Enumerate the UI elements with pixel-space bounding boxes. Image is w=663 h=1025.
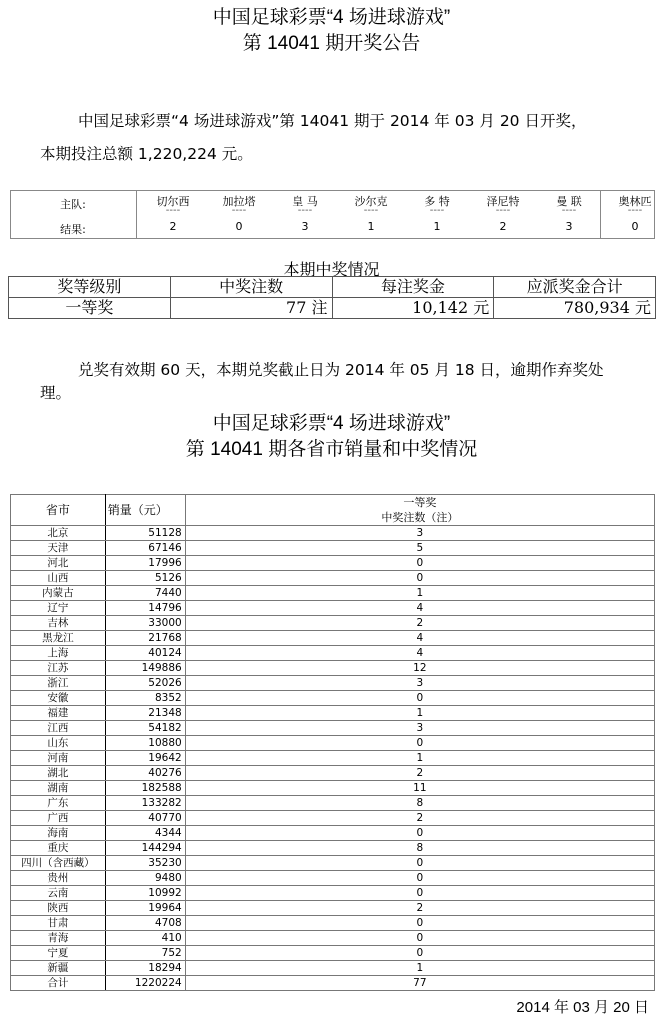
match-result: 0 bbox=[631, 220, 639, 233]
prize-per-bet: 10,142 元 bbox=[332, 298, 494, 319]
match-column bbox=[404, 191, 470, 238]
table-row bbox=[11, 676, 655, 691]
prize-row bbox=[9, 298, 656, 319]
page-title: 中国足球彩票“4 场进球游戏” bbox=[212, 7, 451, 28]
province-name: 新疆 bbox=[11, 961, 106, 976]
table-row bbox=[11, 646, 655, 661]
province-sales: 10992 bbox=[105, 886, 185, 901]
province-sales: 17996 bbox=[105, 556, 185, 571]
province-header-row bbox=[11, 495, 655, 526]
province-name: 广西 bbox=[11, 811, 106, 826]
table-row bbox=[11, 736, 655, 751]
header-per-bet: 每注奖金 bbox=[332, 277, 494, 298]
province-sales: 33000 bbox=[105, 616, 185, 631]
table-row bbox=[11, 901, 655, 916]
province-sales: 9480 bbox=[105, 871, 185, 886]
team-name: 泽尼特 bbox=[486, 195, 520, 208]
match-result: 3 bbox=[565, 220, 573, 233]
header-count: 中奖注数 bbox=[170, 277, 332, 298]
province-wins: 8 bbox=[185, 796, 654, 811]
province-name: 重庆 bbox=[11, 841, 106, 856]
province-sales: 52026 bbox=[105, 676, 185, 691]
header-prize-line-1: 一等奖 bbox=[403, 496, 437, 509]
match-result: 2 bbox=[169, 220, 177, 233]
page-subtitle: 第 14041 期开奖公告 bbox=[242, 33, 421, 54]
province-wins: 77 bbox=[185, 976, 654, 991]
table-row bbox=[11, 721, 655, 736]
province-name: 湖南 bbox=[11, 781, 106, 796]
table-row bbox=[11, 766, 655, 781]
province-sales: 19642 bbox=[105, 751, 185, 766]
match-result: 3 bbox=[301, 220, 309, 233]
header-province: 省市 bbox=[11, 495, 106, 526]
notice-line-2: 理。 bbox=[40, 384, 72, 402]
province-sales: 149886 bbox=[105, 661, 185, 676]
table-row bbox=[11, 811, 655, 826]
province-wins: 0 bbox=[185, 871, 654, 886]
team-name: 皇 马 bbox=[292, 195, 318, 208]
prize-level: 一等奖 bbox=[9, 298, 171, 319]
table-row bbox=[11, 916, 655, 931]
province-name: 江苏 bbox=[11, 661, 106, 676]
province-sales: 133282 bbox=[105, 796, 185, 811]
province-wins: 0 bbox=[185, 916, 654, 931]
province-sales: 21348 bbox=[105, 706, 185, 721]
province-wins: 3 bbox=[185, 676, 654, 691]
province-wins: 11 bbox=[185, 781, 654, 796]
table-row bbox=[11, 886, 655, 901]
province-sales: 4344 bbox=[105, 826, 185, 841]
province-name: 福建 bbox=[11, 706, 106, 721]
province-wins: 2 bbox=[185, 901, 654, 916]
province-wins: 2 bbox=[185, 766, 654, 781]
province-wins: 4 bbox=[185, 646, 654, 661]
intro-line-2: 本期投注总额 1,220,224 元。 bbox=[40, 145, 253, 163]
province-name: 陕西 bbox=[11, 901, 106, 916]
province-name: 河北 bbox=[11, 556, 106, 571]
header-first-prize bbox=[185, 495, 654, 526]
table-row bbox=[11, 616, 655, 631]
table-row bbox=[11, 976, 655, 991]
prize-table bbox=[8, 276, 656, 319]
province-wins: 0 bbox=[185, 691, 654, 706]
province-wins: 8 bbox=[185, 841, 654, 856]
team-name: 多 特 bbox=[424, 195, 450, 208]
header-total: 应派奖金合计 bbox=[494, 277, 656, 298]
dash-separator: ---- bbox=[561, 205, 577, 216]
notice-line-1: 兑奖有效期 60 天，本期兑奖截止日为 2014 年 05 月 18 日，逾期作弃奖处 bbox=[78, 361, 604, 379]
header-level: 奖等级别 bbox=[9, 277, 171, 298]
province-name: 宁夏 bbox=[11, 946, 106, 961]
province-wins: 4 bbox=[185, 631, 654, 646]
table-row bbox=[11, 661, 655, 676]
province-name: 海南 bbox=[11, 826, 106, 841]
team-name: 曼 联 bbox=[556, 195, 582, 208]
table-row bbox=[11, 691, 655, 706]
province-wins: 0 bbox=[185, 571, 654, 586]
result-label: 结果: bbox=[60, 223, 86, 236]
province-sales: 7440 bbox=[105, 586, 185, 601]
province-wins: 2 bbox=[185, 811, 654, 826]
match-column bbox=[338, 191, 404, 238]
table-row bbox=[11, 856, 655, 871]
province-name: 云南 bbox=[11, 886, 106, 901]
province-sales: 35230 bbox=[105, 856, 185, 871]
province-wins: 0 bbox=[185, 886, 654, 901]
team-name: 加拉塔 bbox=[222, 195, 256, 208]
table-row bbox=[11, 871, 655, 886]
table-row bbox=[11, 526, 655, 541]
province-name: 天津 bbox=[11, 541, 106, 556]
province-wins: 3 bbox=[185, 721, 654, 736]
province-wins: 0 bbox=[185, 856, 654, 871]
prize-count: 77 注 bbox=[170, 298, 332, 319]
table-row bbox=[11, 841, 655, 856]
province-name: 内蒙古 bbox=[11, 586, 106, 601]
dash-separator: ---- bbox=[297, 205, 313, 216]
table-row bbox=[11, 706, 655, 721]
dash-separator: ---- bbox=[231, 205, 247, 216]
province-wins: 5 bbox=[185, 541, 654, 556]
table-row bbox=[11, 961, 655, 976]
province-wins: 1 bbox=[185, 706, 654, 721]
province-sales: 182588 bbox=[105, 781, 185, 796]
province-wins: 0 bbox=[185, 736, 654, 751]
match-column bbox=[536, 191, 602, 238]
table-row bbox=[11, 946, 655, 961]
match-result: 1 bbox=[433, 220, 441, 233]
match-result: 0 bbox=[235, 220, 243, 233]
prize-total: 780,934 元 bbox=[494, 298, 656, 319]
header-prize-line-2: 中奖注数（注） bbox=[381, 511, 459, 524]
province-wins: 3 bbox=[185, 526, 654, 541]
table-row bbox=[11, 541, 655, 556]
table-row bbox=[11, 751, 655, 766]
prize-header-row bbox=[9, 277, 656, 298]
table-row bbox=[11, 931, 655, 946]
province-sales: 5126 bbox=[105, 571, 185, 586]
province-wins: 12 bbox=[185, 661, 654, 676]
province-sales: 40124 bbox=[105, 646, 185, 661]
match-column bbox=[470, 191, 536, 238]
province-name: 黑龙江 bbox=[11, 631, 106, 646]
province-sales: 40276 bbox=[105, 766, 185, 781]
dash-separator: ---- bbox=[165, 205, 181, 216]
province-wins: 1 bbox=[185, 586, 654, 601]
province-wins: 1 bbox=[185, 751, 654, 766]
province-wins: 4 bbox=[185, 601, 654, 616]
table-row bbox=[11, 796, 655, 811]
dash-separator: ---- bbox=[495, 205, 511, 216]
province-name: 吉林 bbox=[11, 616, 106, 631]
team-name: 切尔西 bbox=[156, 195, 190, 208]
province-sales: 18294 bbox=[105, 961, 185, 976]
province-name: 北京 bbox=[11, 526, 106, 541]
province-sales: 21768 bbox=[105, 631, 185, 646]
province-sales: 51128 bbox=[105, 526, 185, 541]
table-row bbox=[11, 631, 655, 646]
dash-separator: ---- bbox=[363, 205, 379, 216]
dash-separator: ---- bbox=[429, 205, 445, 216]
table-row bbox=[11, 586, 655, 601]
match-column bbox=[602, 191, 663, 238]
province-sales: 4708 bbox=[105, 916, 185, 931]
province-name: 河南 bbox=[11, 751, 106, 766]
province-name: 辽宁 bbox=[11, 601, 106, 616]
province-name: 上海 bbox=[11, 646, 106, 661]
province-name: 湖北 bbox=[11, 766, 106, 781]
team-label: 主队: bbox=[60, 198, 86, 211]
province-wins: 0 bbox=[185, 946, 654, 961]
match-column bbox=[140, 191, 206, 238]
province-sales: 410 bbox=[105, 931, 185, 946]
province-table bbox=[10, 494, 655, 991]
table-row bbox=[11, 781, 655, 796]
intro-line-1: 中国足球彩票“4 场进球游戏”第 14041 期于 2014 年 03 月 20 日开奖， bbox=[78, 112, 587, 130]
table-row bbox=[11, 601, 655, 616]
dash-separator: ---- bbox=[627, 205, 643, 216]
team-name: 奥林匹 bbox=[618, 195, 652, 208]
province-sales: 1220224 bbox=[105, 976, 185, 991]
match-column bbox=[272, 191, 338, 238]
province-sales: 40770 bbox=[105, 811, 185, 826]
province-wins: 1 bbox=[185, 961, 654, 976]
province-sales: 752 bbox=[105, 946, 185, 961]
province-sales: 67146 bbox=[105, 541, 185, 556]
province-name: 江西 bbox=[11, 721, 106, 736]
match-column bbox=[206, 191, 272, 238]
province-wins: 0 bbox=[185, 556, 654, 571]
province-name: 贵州 bbox=[11, 871, 106, 886]
table-row bbox=[11, 571, 655, 586]
province-sales: 10880 bbox=[105, 736, 185, 751]
province-name: 四川（含西藏） bbox=[11, 856, 106, 871]
province-sales: 14796 bbox=[105, 601, 185, 616]
province-name: 合计 bbox=[11, 976, 106, 991]
province-name: 山东 bbox=[11, 736, 106, 751]
province-name: 青海 bbox=[11, 931, 106, 946]
province-name: 浙江 bbox=[11, 676, 106, 691]
section2-subtitle: 第 14041 期各省市销量和中奖情况 bbox=[185, 439, 478, 460]
province-wins: 0 bbox=[185, 826, 654, 841]
prize-caption: 本期中奖情况 bbox=[283, 260, 380, 279]
province-name: 广东 bbox=[11, 796, 106, 811]
province-sales: 144294 bbox=[105, 841, 185, 856]
province-name: 山西 bbox=[11, 571, 106, 586]
match-results-table bbox=[10, 190, 655, 239]
province-sales: 19964 bbox=[105, 901, 185, 916]
match-result: 1 bbox=[367, 220, 375, 233]
province-name: 甘肃 bbox=[11, 916, 106, 931]
province-wins: 0 bbox=[185, 931, 654, 946]
province-sales: 54182 bbox=[105, 721, 185, 736]
province-sales: 8352 bbox=[105, 691, 185, 706]
province-wins: 2 bbox=[185, 616, 654, 631]
header-sales: 销量（元） bbox=[105, 495, 185, 526]
match-result: 2 bbox=[499, 220, 507, 233]
team-name: 沙尔克 bbox=[354, 195, 388, 208]
table-row bbox=[11, 826, 655, 841]
section2-title: 中国足球彩票“4 场进球游戏” bbox=[212, 413, 451, 434]
province-name: 安徽 bbox=[11, 691, 106, 706]
footer-date: 2014 年 03 月 20 日 bbox=[516, 999, 649, 1016]
table-row bbox=[11, 556, 655, 571]
